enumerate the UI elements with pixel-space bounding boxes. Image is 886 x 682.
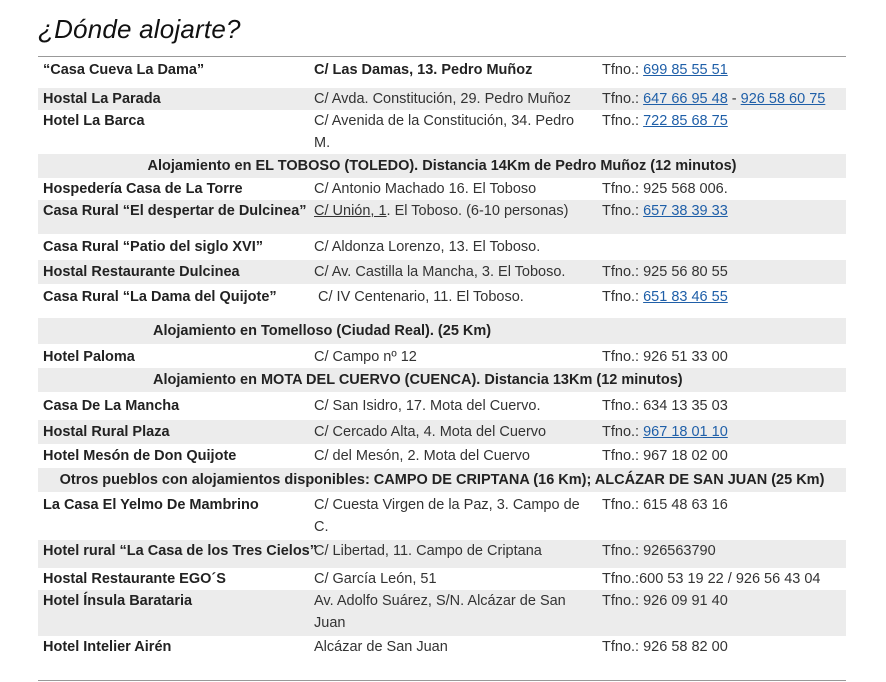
table-row [38, 636, 846, 660]
phone-prefix: Tfno.: [602, 424, 644, 440]
section-header: Alojamiento en Tomelloso (Ciudad Real). (25 Km) [153, 323, 492, 339]
row-address: C/ Av. Castilla la Mancha, 3. El Toboso. [314, 264, 566, 280]
row-address: C/ IV Centenario, 11. El Toboso. [314, 289, 524, 305]
row-name: Hotel Ínsula Barataria [43, 593, 193, 609]
row-phone: Tfno.: 634 13 35 03 [602, 398, 728, 414]
phone-link[interactable]: 651 83 46 55 [643, 289, 728, 305]
table-row [38, 494, 846, 540]
row-address: C/ Avda. Constitución, 29. Pedro Muñoz [314, 91, 571, 107]
table-row [38, 540, 846, 568]
row-phone: Tfno.: 926 58 82 00 [602, 639, 728, 655]
table-row [38, 178, 846, 200]
row-name: Casa Rural “Patio del siglo XVI” [43, 239, 263, 255]
phone-prefix: Tfno.: [602, 91, 644, 107]
section-header-row [38, 154, 846, 178]
row-phone: Tfno.: 926 51 33 00 [602, 349, 728, 365]
row-phone: Tfno.: 615 48 63 16 [602, 497, 728, 513]
row-phone: Tfno.: 926563790 [602, 543, 716, 559]
row-phone [602, 421, 728, 443]
row-name: Casa Rural “La Dama del Quijote” [43, 289, 277, 305]
table-bottom-rule [38, 680, 846, 681]
row-phone [602, 59, 728, 81]
section-header: Otros pueblos con alojamientos disponibles: CAMPO DE CRIPTANA (16 Km); ALCÁZAR DE SAN JUAN (25 Km) [59, 472, 825, 488]
row-phone: Tfno.:600 53 19 22 / 926 56 43 04 [602, 571, 821, 587]
row-name: Hostal La Parada [43, 91, 161, 107]
row-name: Hotel Paloma [43, 349, 135, 365]
phone-separator: - [727, 91, 741, 107]
table-row [38, 234, 846, 260]
row-phone: Tfno.: 925 56 80 55 [602, 264, 728, 280]
row-address: C/ Avenida de la Constitución, 34. Pedro M. [314, 113, 575, 151]
table-row [38, 420, 846, 444]
row-name: Hotel La Barca [43, 113, 145, 129]
row-name: La Casa El Yelmo De Mambrino [43, 497, 259, 513]
table-row [38, 200, 846, 234]
section-header-row [38, 318, 846, 344]
row-name: Hostal Rural Plaza [43, 424, 170, 440]
section-header-row [38, 468, 846, 492]
row-name: Hostal Restaurante Dulcinea [43, 264, 240, 280]
row-address: C/ del Mesón, 2. Mota del Cuervo [314, 448, 530, 464]
row-name: Hostal Restaurante EGO´S [43, 571, 226, 587]
row-name: Casa De La Mancha [43, 398, 180, 414]
row-address: C/ García León, 51 [314, 571, 437, 587]
table-top-rule [38, 56, 846, 57]
table-row [38, 58, 846, 82]
row-name: “Casa Cueva La Dama” [43, 62, 205, 78]
phone-link[interactable]: 647 66 95 48 [643, 91, 728, 107]
table-row [38, 590, 846, 636]
row-phone [602, 88, 825, 110]
row-phone [602, 110, 728, 132]
row-address: C/ Cercado Alta, 4. Mota del Cuervo [314, 424, 547, 440]
row-phone [602, 200, 728, 222]
table-row [38, 444, 846, 468]
row-address: C/ Las Damas, 13. Pedro Muñoz [314, 62, 533, 78]
table-row [38, 344, 846, 368]
row-phone: Tfno.: 925 568 006. [602, 181, 728, 197]
row-address: C/ San Isidro, 17. Mota del Cuervo. [314, 398, 541, 414]
row-phone [602, 286, 728, 308]
phone-prefix: Tfno.: [602, 203, 644, 219]
row-address: C/ Aldonza Lorenzo, 13. El Toboso. [314, 239, 541, 255]
row-address: C/ Campo nº 12 [314, 349, 417, 365]
phone-link[interactable]: 926 58 60 75 [740, 91, 826, 107]
address-rest: . El Toboso. (6-10 personas) [386, 203, 569, 219]
section-header: Alojamiento en EL TOBOSO (TOLEDO). Distancia 14Km de Pedro Muñoz (12 minutos) [147, 158, 737, 174]
phone-link[interactable]: 967 18 01 10 [643, 424, 728, 440]
row-name: Hotel Intelier Airén [43, 639, 172, 655]
phone-prefix: Tfno.: [602, 289, 644, 305]
table-row [38, 568, 846, 590]
row-phone: Tfno.: 967 18 02 00 [602, 448, 728, 464]
row-address: Av. Adolfo Suárez, S/N. Alcázar de San Juan [314, 593, 566, 631]
row-name: Hotel rural “La Casa de los Tres Cielos” [43, 543, 317, 559]
row-address: C/ Antonio Machado 16. El Toboso [314, 181, 537, 197]
table-row [38, 284, 846, 318]
row-name: Hotel Mesón de Don Quijote [43, 448, 237, 464]
section-header-row [38, 368, 846, 392]
phone-prefix: Tfno.: [602, 113, 644, 129]
row-address [314, 200, 592, 222]
address-link[interactable]: C/ Unión, 1 [314, 203, 387, 219]
table-row [38, 110, 846, 154]
table-row [38, 260, 846, 284]
row-address: Alcázar de San Juan [314, 639, 448, 655]
table-row [38, 392, 846, 420]
row-phone: Tfno.: 926 09 91 40 [602, 593, 728, 609]
phone-link[interactable]: 657 38 39 33 [643, 203, 728, 219]
section-header: Alojamiento en MOTA DEL CUERVO (CUENCA). Distancia 13Km (12 minutos) [153, 372, 683, 388]
row-address: C/ Libertad, 11. Campo de Criptana [314, 543, 542, 559]
page-title: ¿Dónde alojarte? [38, 14, 241, 44]
row-address: C/ Cuesta Virgen de la Paz, 3. Campo de C. [314, 497, 580, 535]
phone-link[interactable]: 722 85 68 75 [643, 113, 728, 129]
row-name: Casa Rural “El despertar de Dulcinea” [43, 203, 307, 219]
table-row [38, 88, 846, 110]
phone-link[interactable]: 699 85 55 51 [643, 62, 728, 78]
phone-prefix: Tfno.: [602, 62, 644, 78]
row-name: Hospedería Casa de La Torre [43, 181, 243, 197]
